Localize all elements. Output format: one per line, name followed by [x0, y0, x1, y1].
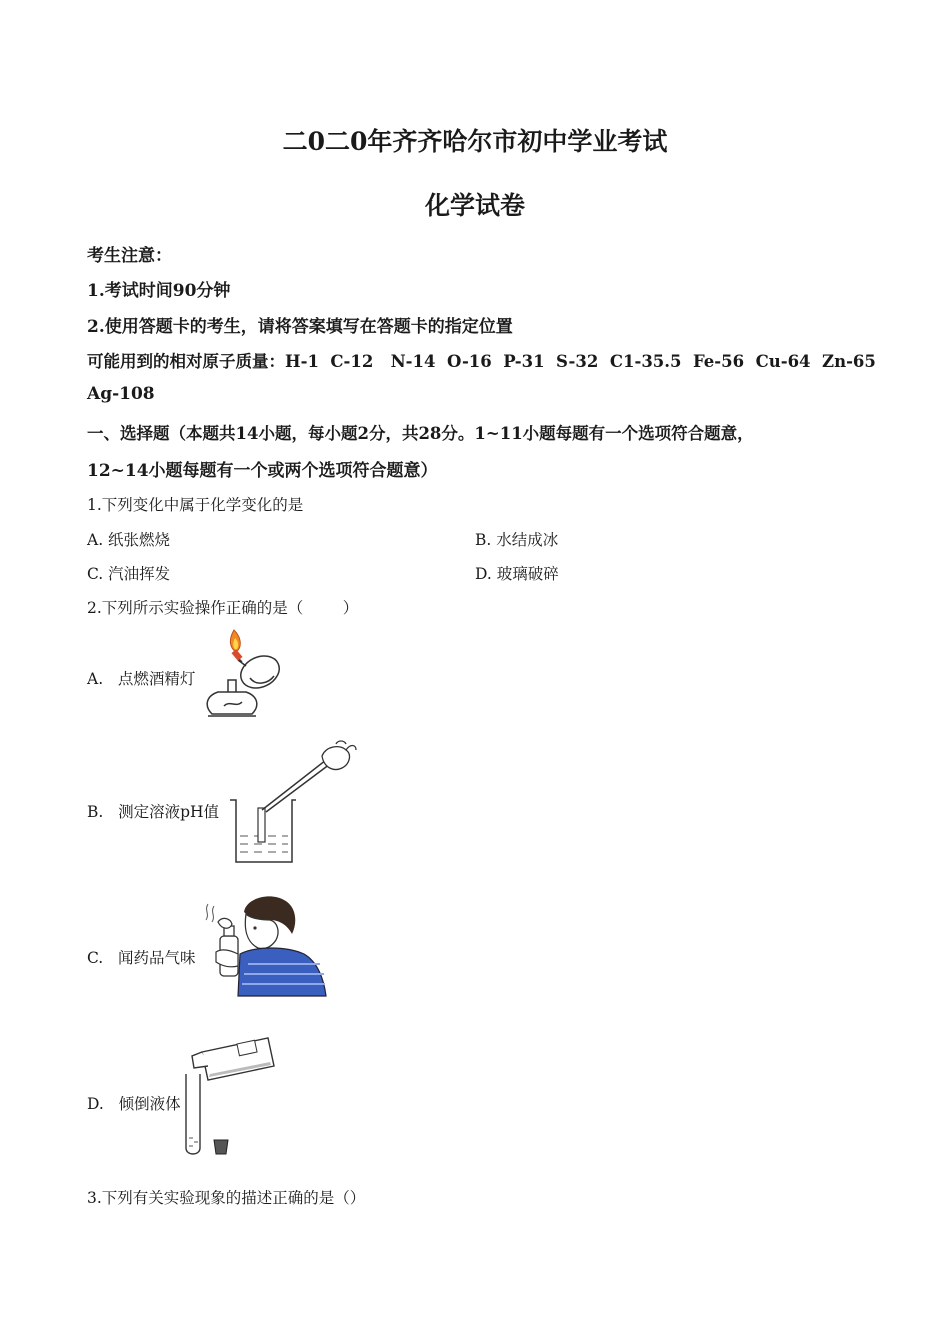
q1-option-d: D. 玻璃破碎 [475, 565, 559, 583]
q1-option-a: A. 纸张燃烧 [87, 531, 171, 549]
notice-item-1: 1.考试时间90分钟 [87, 281, 231, 301]
smelling-chemicals-illustration [200, 892, 330, 998]
q1-option-b: B. 水结成冰 [475, 531, 559, 549]
q2-option-c-label: C. 闻药品气味 [87, 949, 196, 967]
alcohol-lamp-lighting-illustration [194, 626, 286, 722]
exam-subtitle: 化学试卷 [424, 191, 525, 220]
q2-option-d-label: D. 倾倒液体 [87, 1095, 181, 1113]
notice-item-2: 2.使用答题卡的考生，请将答案填写在答题卡的指定位置 [87, 317, 513, 337]
q3-stem: 3.下列有关实验现象的描述正确的是（） [87, 1189, 366, 1207]
notice-heading: 考生注意： [87, 246, 172, 266]
section-heading-line-2: 12~14小题每题有一个或两个选项符合题意） [87, 461, 438, 481]
exam-title: 二0二0年齐齐哈尔市初中学业考试 [282, 127, 668, 156]
section-heading-line-1: 一、选择题（本题共14小题，每小题2分，共28分。1~11小题每题有一个选项符合题意， [87, 424, 754, 443]
q2-stem: 2.下列所示实验操作正确的是（ ） [87, 599, 359, 617]
ph-measurement-illustration [226, 738, 358, 866]
pouring-liquid-illustration [180, 1030, 278, 1162]
q1-option-c: C. 汽油挥发 [87, 565, 171, 583]
atomic-masses-line-2: Ag-108 [87, 384, 155, 404]
q2-option-a-label: A. 点燃酒精灯 [87, 670, 196, 688]
atomic-masses-line-1: 可能用到的相对原子质量：H-1 C-12 N-14 O-16 P-31 S-32 C1-35.5 Fe-56 Cu-64 Zn-65 [87, 352, 876, 371]
q2-option-b-label: B. 测定溶液pH值 [87, 803, 220, 821]
q1-stem: 1.下列变化中属于化学变化的是 [87, 496, 304, 514]
